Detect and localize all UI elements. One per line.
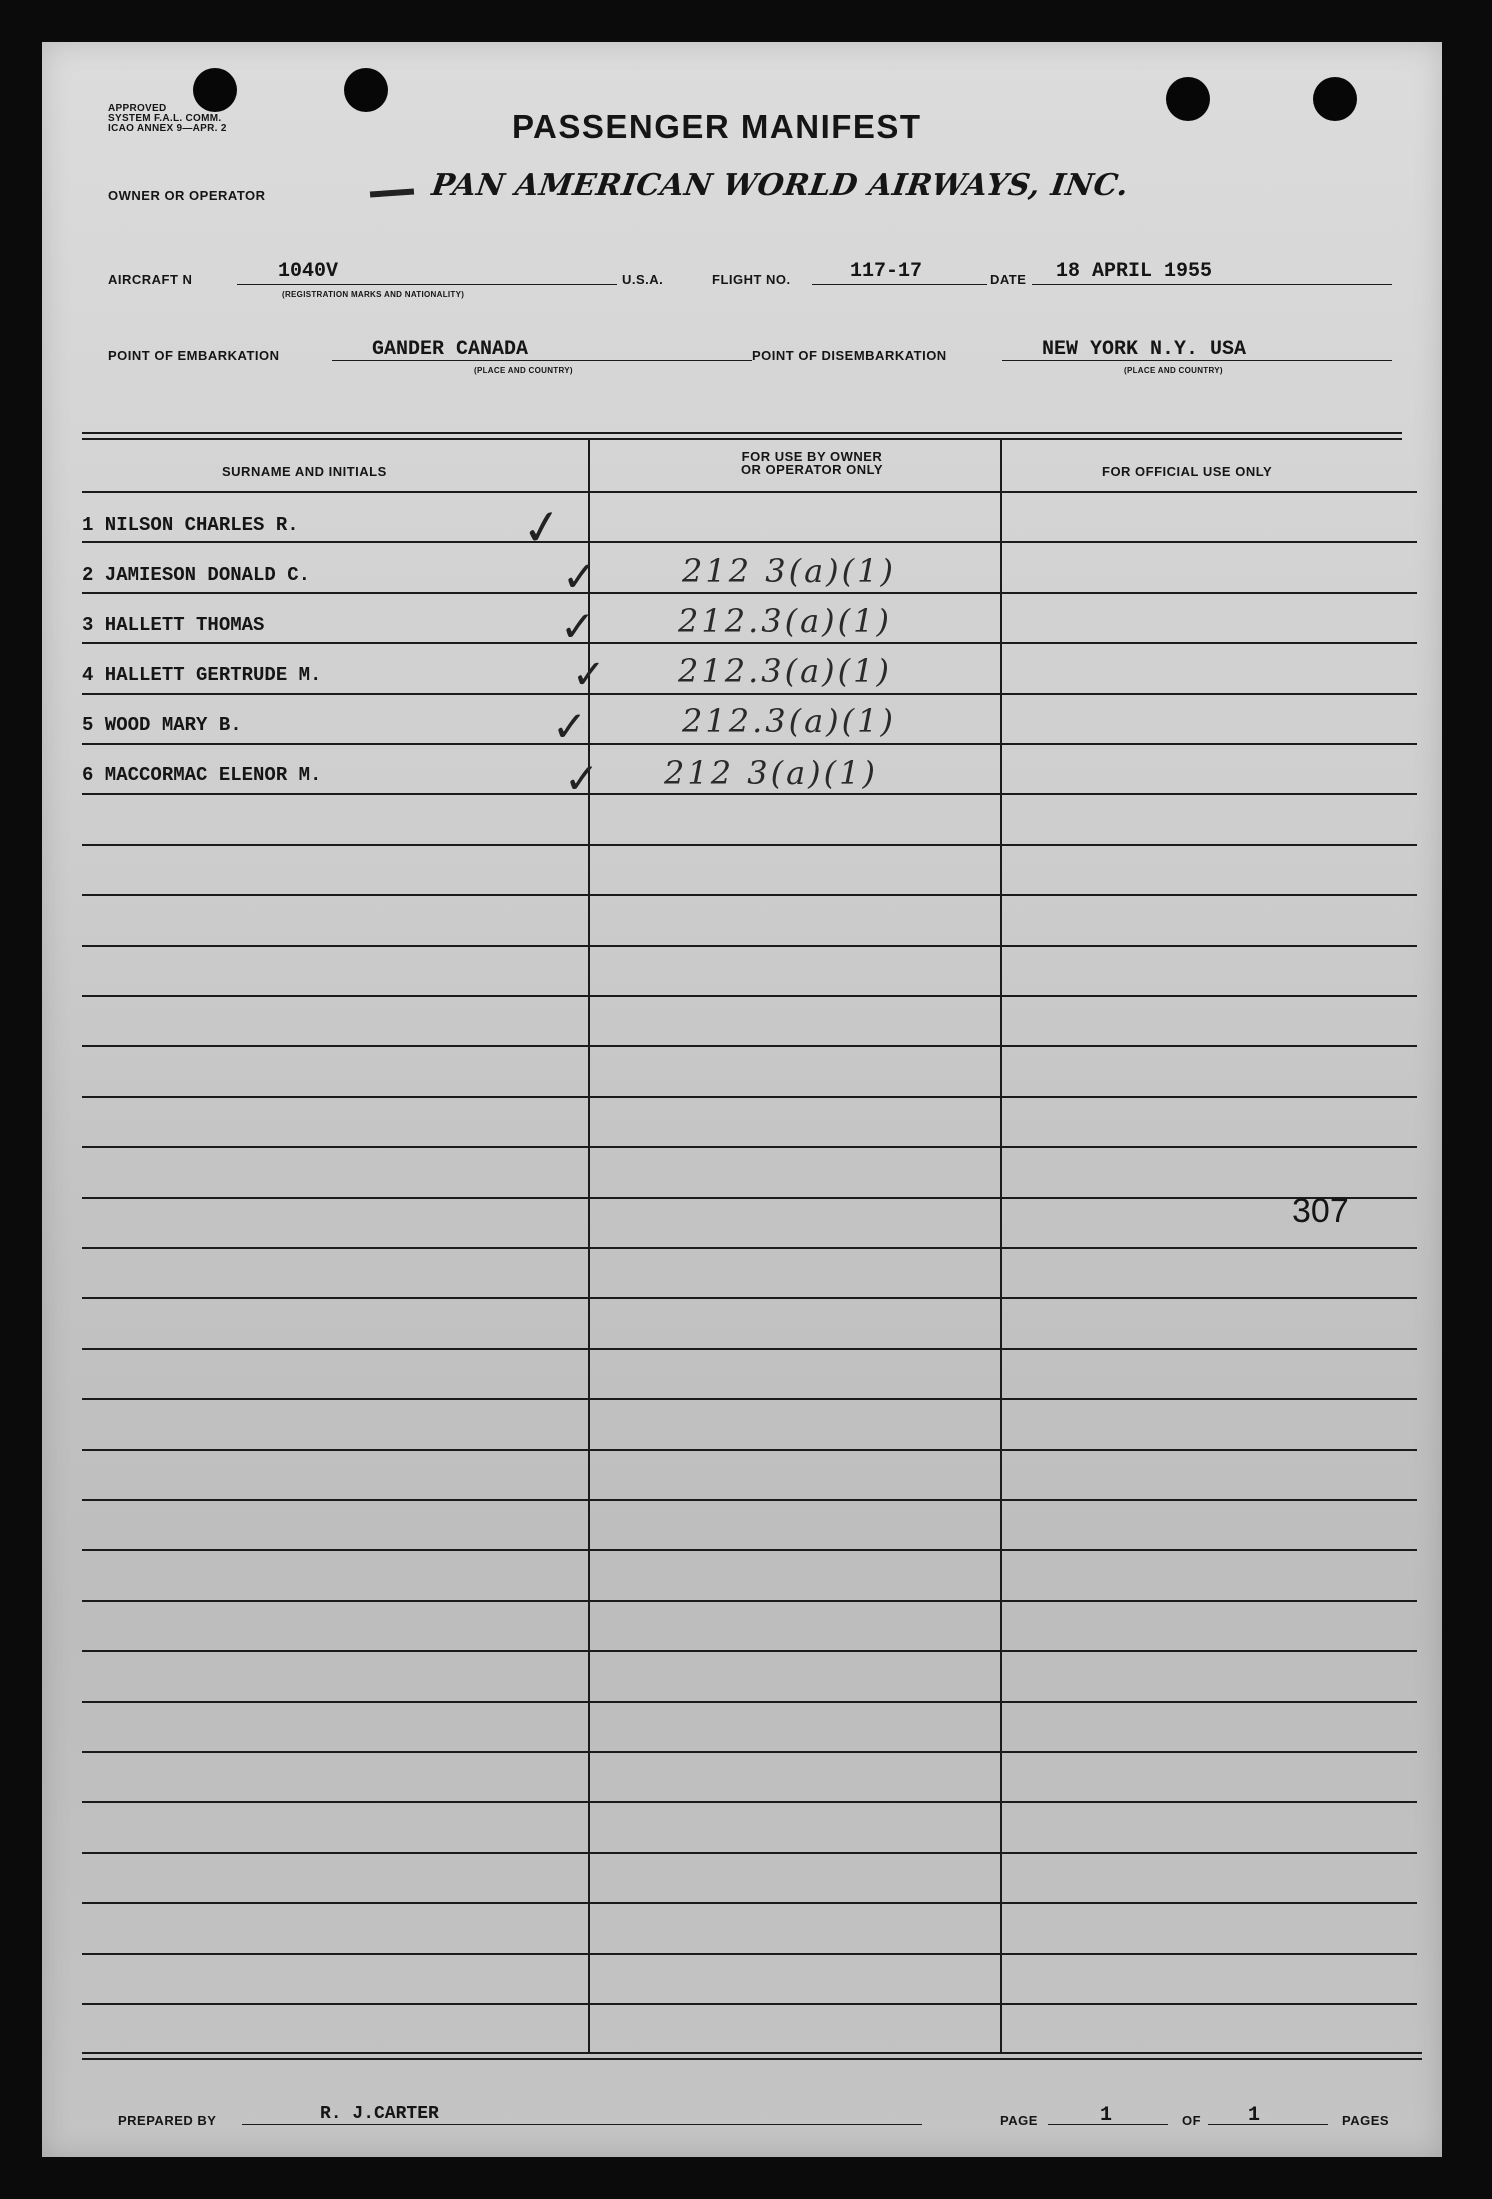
table-row-rule	[82, 1045, 1417, 1047]
table-bottom-rule	[82, 2052, 1422, 2054]
prepared-label: PREPARED BY	[118, 2113, 217, 2128]
table-top-rule	[82, 438, 1402, 440]
passenger-name: 3 HALLETT THOMAS	[82, 614, 265, 636]
table-row-rule	[82, 693, 1417, 695]
table-row-rule	[82, 1549, 1417, 1551]
date-label: DATE	[990, 272, 1027, 287]
stamp-number: 307	[1292, 1192, 1349, 1230]
col-header-official: FOR OFFICIAL USE ONLY	[1102, 464, 1273, 479]
table-row-rule	[82, 541, 1417, 543]
passenger-name: 4 HALLETT GERTRUDE M.	[82, 664, 322, 686]
check-mark-icon: ✓	[564, 754, 600, 803]
approval-block	[108, 104, 227, 134]
punch-hole	[1166, 77, 1210, 121]
date-value: 18 APRIL 1955	[1056, 260, 1213, 283]
handwritten-note: 212.3(a)(1)	[682, 702, 896, 740]
table-row-rule	[82, 945, 1417, 947]
approval-line: APPROVED	[108, 103, 167, 114]
table-row-rule	[82, 1852, 1417, 1854]
table-row-rule	[82, 1801, 1417, 1803]
embark-label: POINT OF EMBARKATION	[108, 348, 280, 363]
table-row-rule	[82, 894, 1417, 896]
table-row-rule	[82, 1247, 1417, 1249]
table-row-rule	[82, 1701, 1417, 1703]
check-mark-icon: ✓	[572, 652, 606, 698]
table-row-rule	[82, 1600, 1417, 1602]
owner-label: OWNER OR OPERATOR	[108, 188, 266, 203]
punch-hole	[344, 68, 388, 112]
page-value: 1	[1100, 2104, 1113, 2127]
date-underline	[1032, 284, 1392, 285]
passenger-name: 6 MACCORMAC ELENOR M.	[82, 764, 322, 786]
logo-mark	[370, 188, 414, 197]
table-row-rule	[82, 1297, 1417, 1299]
handwritten-note: 212.3(a)(1)	[678, 602, 892, 640]
disembark-value: NEW YORK N.Y. USA	[1042, 338, 1247, 361]
of-value: 1	[1248, 2104, 1261, 2127]
table-row-rule	[82, 491, 1417, 493]
owner-value: PAN AMERICAN WORLD AIRWAYS, INC.	[429, 168, 1131, 203]
table-row-rule	[82, 844, 1417, 846]
table-row-rule	[82, 1751, 1417, 1753]
punch-hole	[1313, 77, 1357, 121]
handwritten-note: 212 3(a)(1)	[682, 552, 896, 590]
table-row-rule	[82, 1096, 1417, 1098]
handwritten-note: 212.3(a)(1)	[678, 652, 892, 690]
manifest-sheet	[42, 42, 1442, 2157]
passenger-name: 2 JAMIESON DONALD C.	[82, 564, 311, 586]
prepared-underline	[242, 2124, 922, 2125]
col-header-owner-line1: FOR USE BY OWNER	[741, 449, 883, 464]
table-row-rule	[82, 793, 1417, 795]
table-row-rule	[82, 592, 1417, 594]
table-row-rule	[82, 1902, 1417, 1904]
table-row-rule	[82, 1650, 1417, 1652]
col-header-owner	[702, 450, 922, 476]
disembark-sublabel: (PLACE AND COUNTRY)	[1124, 366, 1223, 375]
passenger-name: 1 NILSON CHARLES R.	[82, 514, 299, 536]
aircraft-underline	[237, 284, 617, 285]
column-divider	[1000, 440, 1002, 2052]
table-row-rule	[82, 1146, 1417, 1148]
passenger-name: 5 WOOD MARY B.	[82, 714, 242, 736]
flight-label: FLIGHT NO.	[712, 272, 791, 287]
table-row-rule	[82, 1449, 1417, 1451]
prepared-value: R. J.CARTER	[320, 2104, 439, 2124]
check-mark-icon: ✓	[518, 497, 566, 559]
embark-sublabel: (PLACE AND COUNTRY)	[474, 366, 573, 375]
embark-value: GANDER CANADA	[372, 338, 529, 361]
table-row-rule	[82, 1953, 1417, 1955]
col-header-surname: SURNAME AND INITIALS	[222, 464, 387, 479]
usa-label: U.S.A.	[622, 272, 664, 287]
check-mark-icon: ✓	[552, 702, 588, 751]
table-row-rule	[82, 1398, 1417, 1400]
flight-underline	[812, 284, 987, 285]
check-mark-icon: ✓	[562, 552, 598, 601]
approval-line: SYSTEM F.A.L. COMM.	[108, 113, 222, 124]
table-row-rule	[82, 642, 1417, 644]
col-header-owner-line2: OR OPERATOR ONLY	[740, 462, 884, 477]
table-row-rule	[82, 995, 1417, 997]
of-underline	[1208, 2124, 1328, 2125]
of-label: OF	[1182, 2113, 1202, 2128]
table-row-rule	[82, 1499, 1417, 1501]
table-bottom-rule	[82, 2058, 1422, 2060]
flight-value: 117-17	[850, 260, 923, 283]
page-title: PASSENGER MANIFEST	[512, 108, 922, 145]
disembark-label: POINT OF DISEMBARKATION	[752, 348, 947, 363]
pages-label: PAGES	[1342, 2113, 1390, 2128]
approval-line: ICAO ANNEX 9—APR. 2	[108, 123, 227, 134]
aircraft-value: 1040V	[278, 260, 339, 283]
table-row-rule	[82, 743, 1417, 745]
aircraft-label: AIRCRAFT N	[108, 272, 193, 287]
table-row-rule	[82, 1348, 1417, 1350]
aircraft-sublabel: (REGISTRATION MARKS AND NATIONALITY)	[282, 290, 465, 299]
page-label: PAGE	[1000, 2113, 1038, 2128]
table-row-rule	[82, 2003, 1417, 2005]
handwritten-note: 212 3(a)(1)	[664, 754, 878, 792]
table-top-rule	[82, 432, 1402, 434]
check-mark-icon: ✓	[560, 602, 596, 651]
table-row-rule	[82, 1197, 1417, 1199]
